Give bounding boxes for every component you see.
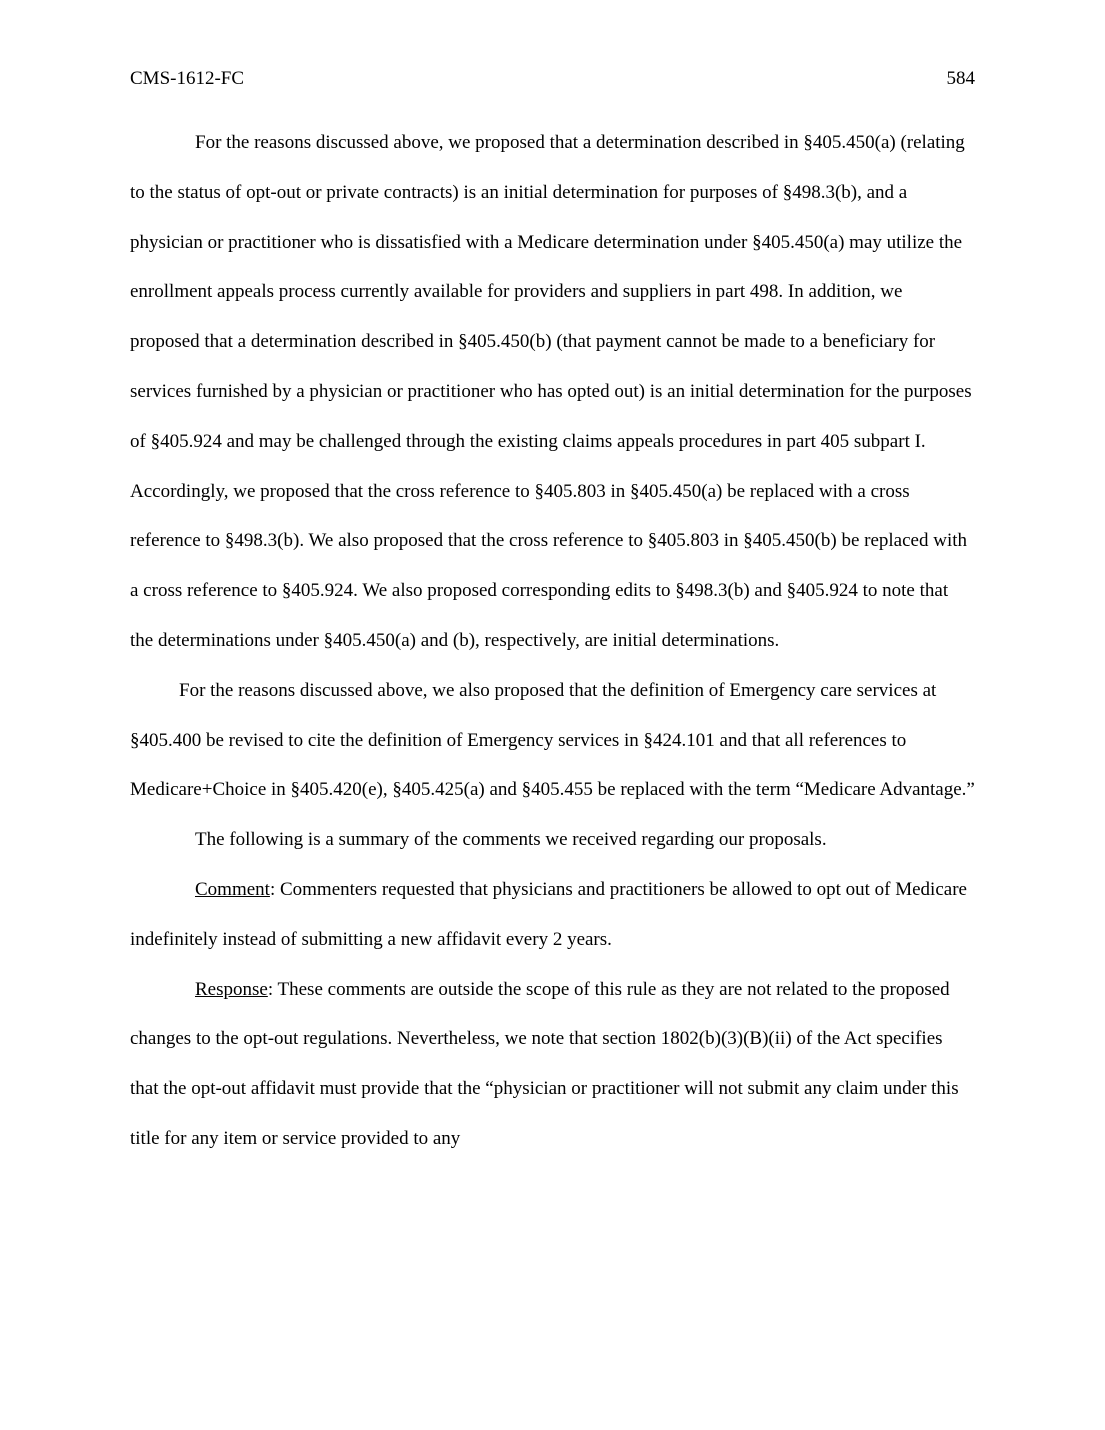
page-number: 584 [946, 68, 975, 89]
comment-label: Comment [195, 878, 270, 900]
paragraph-emergency-care: For the reasons discussed above, we also proposed that the definition of Emergency care services at §405.400 be revised to cite the definition of Emergency services in §424.101 and that all references to Medicare+Choice in §405.420(e), §405.425(a) and §405.455 be replaced with the term “Medicare Advantage.” [130, 679, 975, 801]
paragraph-summary-intro: The following is a summary of the comments we received regarding our proposals. [195, 829, 827, 851]
comment-text: : Commenters requested that physicians and practitioners be allowed to opt out of Medicare indefinitely instead of submitting a new affidavit every 2 years. [130, 878, 967, 950]
response-label: Response [195, 978, 268, 1000]
response-text: : These comments are outside the scope of this rule as they are not related to the proposed changes to the opt-out regulations. Nevertheless, we note that section 1802(b)(3)(B)(ii) of the Act specifies that the opt-out affidavit must provide that the “physician or practitioner will not submit any claim under this title for any item or service provided to any [130, 978, 959, 1149]
document-id: CMS-1612-FC [130, 68, 245, 89]
paragraph-comment [130, 865, 975, 965]
document-body [130, 118, 975, 1164]
paragraph-response [130, 965, 975, 1164]
page-header [130, 66, 975, 92]
paragraph-determinations: For the reasons discussed above, we proposed that a determination described in §405.450(a) (relating to the status of opt-out or private contracts) is an initial determination for purposes of §498.3(b), and a physician or practitioner who is dissatisfied with a Medicare determination under §405.450(a) may utilize the enrollment appeals process currently available for providers and suppliers in part 498. In addition, we proposed that a determination described in §405.450(b) (that payment cannot be made to a beneficiary for services furnished by a physician or practitioner who has opted out) is an initial determination for the purposes of §405.924 and may be challenged through the existing claims appeals procedures in part 405 subpart I. Accordingly, we proposed that the cross reference to §405.803 in §405.450(a) be replaced with a cross reference to §498.3(b). We also proposed that the cross reference to §405.803 in §405.450(b) be replaced with a cross reference to §405.924. We also proposed corresponding edits to §498.3(b) and §405.924 to note that the determinations under §405.450(a) and (b), respectively, are initial determinations. [130, 132, 972, 651]
